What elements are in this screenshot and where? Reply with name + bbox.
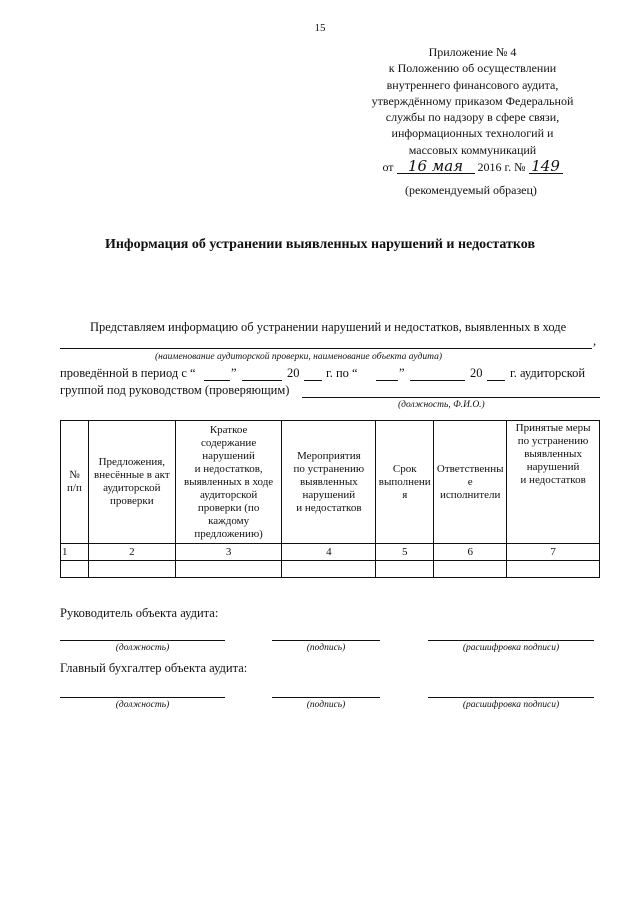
header-cell-actions-taken: Принятые меры по устранению выявленных нарушений и недостатков <box>507 421 600 544</box>
caption-supervisor: (должность, Ф.И.О.) <box>398 400 485 410</box>
table-header-row <box>61 421 600 544</box>
blank-month-end <box>410 380 465 381</box>
annex-line: массовых коммуникаций <box>408 142 537 157</box>
column-number: 7 <box>507 544 600 561</box>
header-cell-summary: Краткое содержание нарушений и недостатков, выявленных в ходе аудиторской проверки (по каждому предложению) <box>175 421 282 544</box>
empty-cell <box>507 561 600 578</box>
caption-signature: (подпись) <box>306 643 346 653</box>
end-label: г. аудиторской <box>510 366 586 380</box>
column-number: 5 <box>376 544 434 561</box>
header-cell-measures: Мероприятия по устранению выявленных нарушений и недостатков <box>282 421 376 544</box>
empty-cell <box>282 561 376 578</box>
empty-cell <box>376 561 434 578</box>
quote-close: ” <box>399 366 405 380</box>
signature-line-position <box>60 697 225 698</box>
annex-title: Приложение № 4 <box>428 45 517 59</box>
group-label: группой под руководством (проверяющим) <box>60 383 290 397</box>
header-cell-proposals: Предложения, внесённые в акт аудиторской проверки <box>88 421 175 544</box>
header-cell-deadline: Срок выполнени я <box>376 421 434 544</box>
blank-year-start <box>304 380 322 381</box>
caption-decoding: (расшифровка подписи) <box>462 700 560 710</box>
blank-day-start <box>204 380 230 381</box>
caption-signature: (подпись) <box>306 700 346 710</box>
annex-line: внутреннего финансового аудита, <box>386 77 559 92</box>
caption-position: (должность) <box>115 643 170 653</box>
intro-line: Представляем информацию об устранении нарушений и недостатков, выявленных в ходе <box>90 320 567 334</box>
handwritten-number: 149 <box>529 160 563 174</box>
caption-audit-name: (наименование аудиторской проверки, наименование объекта аудита) <box>155 352 442 362</box>
annex-date-line <box>355 159 590 175</box>
period-label: проведённой в период с “ <box>60 366 196 380</box>
caption-position: (должность) <box>115 700 170 710</box>
date-prefix: от <box>382 160 394 175</box>
signature-line-signature <box>272 640 380 641</box>
year-prefix-start: 20 <box>287 366 300 380</box>
document-title: Информация об устранении выявленных нарушений и недостатков <box>104 237 536 252</box>
signature-line-position <box>60 640 225 641</box>
column-number: 6 <box>434 544 507 561</box>
column-number: 1 <box>61 544 89 561</box>
page-number: 15 <box>314 22 326 34</box>
empty-cell <box>88 561 175 578</box>
header-cell-responsible: Ответственны е исполнители <box>434 421 507 544</box>
empty-cell <box>175 561 282 578</box>
chief-accountant-label: Главный бухгалтер объекта аудита: <box>60 661 248 675</box>
header-cell-number: № п/п <box>61 421 89 544</box>
blank-month-start <box>242 380 282 381</box>
annex-block <box>355 44 590 175</box>
blank-year-end <box>487 380 505 381</box>
caption-decoding: (расшифровка подписи) <box>462 643 560 653</box>
remediation-table <box>60 420 600 578</box>
annex-line: к Положению об осуществлении <box>388 61 557 76</box>
quote-close: ” <box>231 366 237 380</box>
signature-line-decoding <box>428 697 594 698</box>
column-number: 3 <box>175 544 282 561</box>
annex-line: информационных технологий и <box>391 126 554 141</box>
empty-cell <box>61 561 89 578</box>
year-prefix-end: 20 <box>470 366 483 380</box>
handwritten-date: 16 мая <box>397 160 475 174</box>
signature-line-decoding <box>428 640 594 641</box>
sample-note: (рекомендуемый образец) <box>405 183 537 197</box>
signature-line-signature <box>272 697 380 698</box>
head-of-object-label: Руководитель объекта аудита: <box>60 606 219 620</box>
intro-comma: , <box>593 334 597 348</box>
annex-line: утверждённому приказом Федеральной <box>371 93 574 108</box>
table-number-row <box>61 544 600 561</box>
annex-line: службы по надзору в сфере связи, <box>385 110 560 125</box>
to-label: г. по “ <box>326 366 358 380</box>
empty-cell <box>434 561 507 578</box>
blank-day-end <box>376 380 398 381</box>
column-number: 2 <box>88 544 175 561</box>
blank-supervisor <box>302 397 600 398</box>
column-number: 4 <box>282 544 376 561</box>
table-empty-row <box>61 561 600 578</box>
blank-line-audit-name <box>60 348 592 349</box>
date-year: 2016 г. № <box>477 160 526 175</box>
